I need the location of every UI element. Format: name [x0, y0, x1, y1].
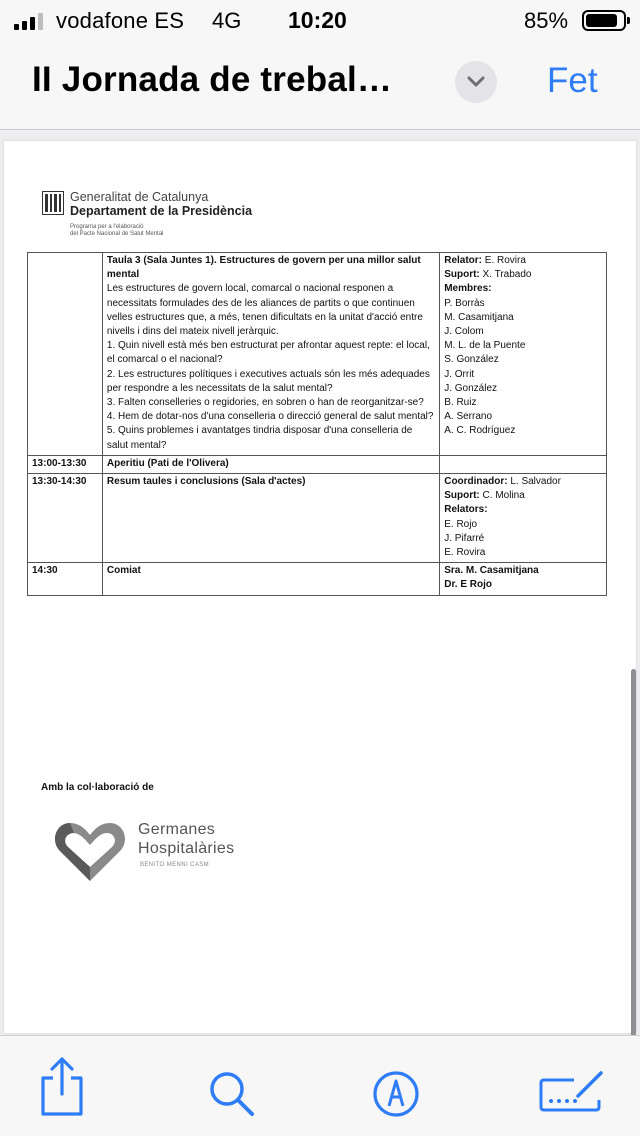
document-title: II Jornada de trebal… [32, 60, 393, 99]
time-cell: 13:00-13:30 [28, 455, 103, 473]
member-name: M. Casamitjana [444, 311, 514, 323]
relators-label: Relators: [444, 504, 488, 516]
session-text: Les estructures de govern local, comarcal o nacional responen a necessitats formulades des de les aliances de partits o que continuen velles estructures que, a més, tenen dificultats en la unitat d'acció entre nivells i dins del mateix nivell jeràrquic. [106, 283, 423, 338]
activity-cell: Comiat [102, 563, 439, 595]
session-title: Taula 3 (Sala Juntes 1). Estructures de govern per una millor salut mental [106, 255, 421, 281]
relator-name: E. Rovira [444, 547, 486, 559]
signature-icon [538, 1070, 606, 1118]
suport-label: Suport: [444, 269, 480, 281]
suport-name: C. Molina [482, 490, 525, 502]
logo-text-line-1: Germanes [138, 821, 216, 838]
time-cell [28, 253, 103, 456]
search-button[interactable] [208, 1070, 256, 1118]
document-page [4, 141, 636, 1033]
collaboration-label: Amb la col·laboració de [41, 782, 154, 793]
markup-icon [372, 1070, 420, 1118]
germanes-hospitalaries-logo [52, 811, 262, 891]
people-cell [440, 253, 607, 456]
membres-label: Membres: [444, 283, 492, 295]
heart-logo-icon [52, 815, 128, 887]
signal-strength-icon [14, 12, 43, 30]
suport-label: Suport: [444, 490, 480, 502]
table-row [28, 474, 607, 563]
search-icon [208, 1070, 256, 1118]
relator-name: E. Rovira [484, 255, 526, 266]
table-row [28, 563, 607, 595]
generalitat-emblem-icon [42, 191, 64, 215]
signature-button[interactable] [538, 1070, 606, 1118]
member-name: A. Serrano [444, 411, 493, 423]
session-question: 4. Hem de dotar-nos d'una conselleria o direcció general de salut mental? [106, 411, 434, 423]
share-icon [38, 1056, 86, 1118]
header-line-2: Departament de la Presidència [70, 204, 253, 218]
status-time: 10:20 [288, 7, 347, 33]
member-name: A. C. Rodríguez [444, 425, 516, 437]
header-line-3: Programa per a l'elaboració [70, 224, 144, 230]
battery-percentage: 85% [524, 8, 569, 33]
carrier-name: vodafone ES [56, 8, 185, 33]
time-cell: 14:30 [28, 563, 103, 595]
logo-text-line-2: Hospitalàries [138, 840, 235, 857]
people-cell [440, 563, 607, 595]
table-row [28, 455, 607, 473]
schedule-table [27, 252, 607, 596]
battery-icon [582, 10, 626, 31]
status-bar [0, 0, 640, 40]
time-cell: 13:30-14:30 [28, 474, 103, 563]
logo-text-line-3: BENITO MENNI CASM [140, 862, 210, 868]
relator-name: E. Rojo [444, 518, 478, 530]
network-type: 4G [212, 8, 242, 33]
member-name: M. L. de la Puente [444, 340, 526, 352]
document-viewer[interactable] [0, 131, 640, 1035]
member-name: P. Borràs [444, 297, 485, 309]
closing-speaker: Dr. E Rojo [444, 579, 493, 591]
member-name: B. Ruiz [444, 397, 477, 409]
battery-fill [586, 14, 617, 27]
member-name: J. Orrit [444, 368, 475, 380]
suport-name: X. Trabado [482, 269, 532, 281]
done-button[interactable]: Fet [547, 61, 598, 100]
people-cell [440, 455, 607, 473]
title-menu-button[interactable] [455, 61, 497, 103]
header-line-1: Generalitat de Catalunya [70, 190, 209, 204]
chevron-down-icon [466, 73, 486, 91]
relator-name: J. Pifarré [444, 532, 485, 544]
bottom-toolbar [0, 1035, 640, 1136]
share-button[interactable] [38, 1056, 86, 1118]
activity-cell: Aperitiu (Pati de l'Olivera) [102, 455, 439, 473]
relator-label: Relator: [444, 255, 483, 266]
people-cell [440, 474, 607, 563]
navigation-bar [0, 40, 640, 130]
coordinador-label: Coordinador: [444, 476, 508, 488]
activity-cell: Resum taules i conclusions (Sala d'actes) [102, 474, 439, 563]
activity-cell [102, 253, 439, 456]
closing-speaker: Sra. M. Casamitjana [444, 565, 539, 577]
member-name: S. González [444, 354, 499, 366]
table-row [28, 253, 607, 456]
member-name: J. Colom [444, 326, 484, 338]
session-question: 5. Quins problemes i avantatges tindria disposar d'una conselleria de salut mental? [106, 425, 413, 451]
coordinador-name: L. Salvador [510, 476, 561, 488]
member-name: J. González [444, 382, 498, 394]
session-question: 3. Falten conselleries o regidories, en sobren o han de reorganitzar-se? [106, 397, 424, 409]
header-line-4: del Pacte Nacional de Salut Mental [70, 231, 164, 237]
session-question: 1. Quin nivell està més ben estructurat per afrontar aquest repte: el local, el comarcal o el nacional? [106, 340, 430, 366]
session-question: 2. Les estructures polítiques i executives actuals són les més adequades per respondre a les necessitats de la salut mental? [106, 368, 430, 394]
markup-button[interactable] [372, 1070, 420, 1118]
